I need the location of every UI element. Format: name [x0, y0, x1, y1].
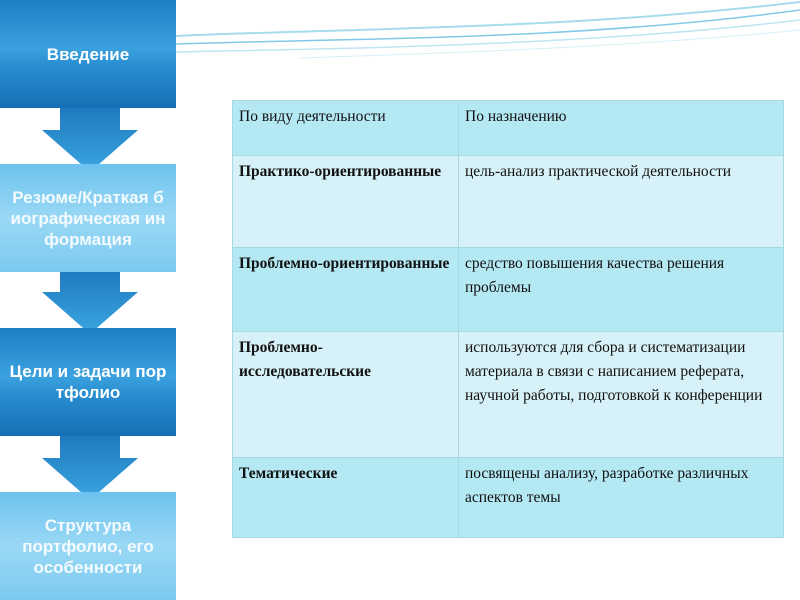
column-header: По виду деятельности: [233, 101, 459, 156]
table-row: [233, 458, 784, 538]
down-arrow-icon: [42, 100, 138, 172]
flow-step-structure[interactable]: [0, 492, 176, 600]
column-header: По назначению: [459, 101, 784, 156]
table-cell-purpose: посвящены анализу, разработке различных аспектов темы: [459, 458, 784, 538]
flow-step-label: Структура портфолио, его особенности: [22, 515, 154, 577]
down-arrow-icon: [42, 428, 138, 500]
flow-step-label: Цели и задачи портфолио: [9, 362, 167, 402]
flow-step-label: Резюме/Краткая биографическая информация: [10, 187, 166, 249]
table-row: [233, 332, 784, 458]
flow-step-resume[interactable]: [0, 164, 176, 272]
table-header-row: [233, 101, 784, 156]
table-cell-purpose: используются для сбора и систематизации материала в связи с написанием реферата, научной работы, подготовкой к конференции: [459, 332, 784, 458]
table-cell-type: Проблемно-исследовательские: [233, 332, 459, 458]
flow-step-goals[interactable]: [0, 328, 176, 436]
table-cell-type: Проблемно-ориентированные: [233, 248, 459, 332]
table-row: [233, 156, 784, 248]
table-cell-type: Практико-ориентированные: [233, 156, 459, 248]
table-cell-purpose: цель-анализ практической деятельности: [459, 156, 784, 248]
process-flow: [0, 0, 176, 600]
flow-step-label: Введение: [46, 44, 130, 64]
down-arrow-icon: [42, 262, 138, 334]
table-cell-purpose: средство повышения качества решения проблемы: [459, 248, 784, 332]
flow-step-introduction[interactable]: [0, 0, 176, 108]
table-cell-type: Тематические: [233, 458, 459, 538]
portfolio-types-table: [232, 100, 784, 538]
table-row: [233, 248, 784, 332]
